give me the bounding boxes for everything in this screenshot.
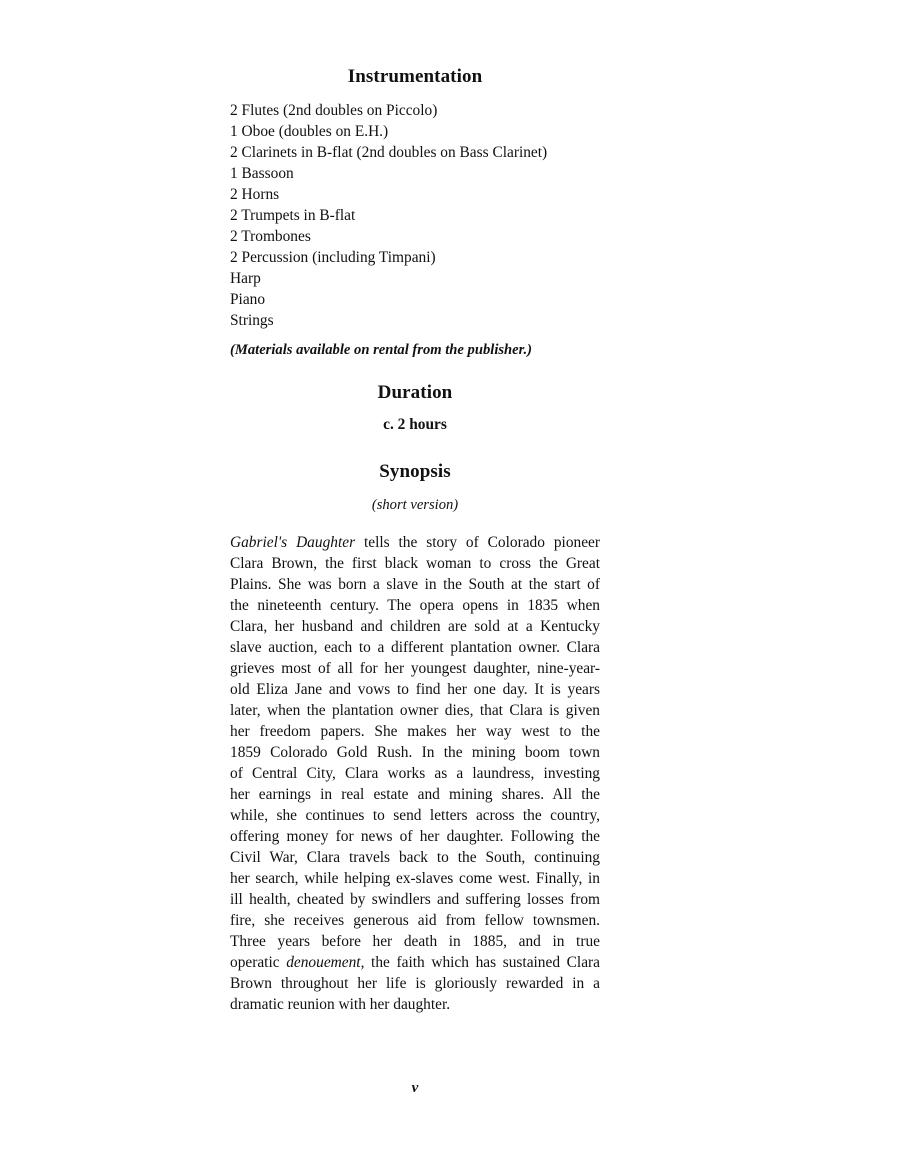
synopsis-line-rest: tells the story of Colorado pioneer xyxy=(355,534,600,551)
instrumentation-heading: Instrumentation xyxy=(347,66,483,87)
synopsis-line: Plains. She was born a slave in the South at the start of xyxy=(230,576,600,593)
synopsis-line xyxy=(230,532,600,553)
synopsis-line-rest: , the faith which has sustained Clara xyxy=(360,954,600,971)
instrument-item: 2 Trumpets in B-flat xyxy=(230,207,356,224)
instrument-item: 2 Flutes (2nd doubles on Piccolo) xyxy=(230,102,438,119)
synopsis-line: slave auction, each to a different plantation owner. Clara xyxy=(230,639,600,656)
synopsis-line: her freedom papers. She makes her way west to the xyxy=(230,723,600,740)
instrument-item: Piano xyxy=(230,291,266,308)
synopsis-line: Brown throughout her life is gloriously rewarded in a xyxy=(230,975,600,992)
synopsis-heading: Synopsis xyxy=(379,461,451,482)
instrumentation-list xyxy=(230,100,600,331)
synopsis-line: Civil War, Clara travels back to the South, continuing xyxy=(230,849,600,866)
synopsis-line: the nineteenth century. The opera opens in 1835 when xyxy=(230,597,600,614)
page-number: v xyxy=(411,1080,419,1096)
instrument-item: 2 Trombones xyxy=(230,228,311,245)
synopsis-line: her earnings in real estate and mining shares. All the xyxy=(230,786,600,803)
instrument-item: Harp xyxy=(230,270,261,287)
synopsis-line: later, when the plantation owner dies, that Clara is given xyxy=(230,702,600,719)
duration-heading: Duration xyxy=(377,382,453,403)
synopsis-subtitle: (short version) xyxy=(371,497,459,513)
synopsis-line: old Eliza Jane and vows to find her one day. It is years xyxy=(230,681,600,698)
instrument-item: 1 Oboe (doubles on E.H.) xyxy=(230,123,389,140)
synopsis-line: dramatic reunion with her daughter. xyxy=(230,996,451,1013)
synopsis-line: of Central City, Clara works as a laundress, investing xyxy=(230,765,600,782)
instrument-item: Strings xyxy=(230,312,274,329)
denouement-term: denouement xyxy=(286,954,361,971)
instrument-item: 2 Clarinets in B-flat (2nd doubles on Bass Clarinet) xyxy=(230,144,548,161)
synopsis-line xyxy=(230,952,600,973)
instrument-item: 2 Percussion (including Timpani) xyxy=(230,249,436,266)
synopsis-line: ill health, cheated by swindlers and suffering losses from xyxy=(230,891,600,908)
synopsis-line: fire, she receives generous aid from fellow townsmen. xyxy=(230,912,600,929)
duration-value: c. 2 hours xyxy=(383,416,447,433)
synopsis-line: offering money for news of her daughter. Following the xyxy=(230,828,600,845)
synopsis-line: Clara, her husband and children are sold at a Kentucky xyxy=(230,618,600,635)
synopsis-line: grieves most of all for her youngest daughter, nine-year- xyxy=(230,660,600,677)
synopsis-text xyxy=(230,532,600,1015)
opera-title: Gabriel's Daughter xyxy=(230,534,356,551)
instrument-item: 1 Bassoon xyxy=(230,165,294,182)
instrument-item: 2 Horns xyxy=(230,186,280,203)
synopsis-line: her search, while helping ex-slaves come west. Finally, in xyxy=(230,870,600,887)
synopsis-line: 1859 Colorado Gold Rush. In the mining boom town xyxy=(230,744,600,761)
synopsis-line: while, she continues to send letters across the country, xyxy=(230,807,600,824)
synopsis-line-start: operatic xyxy=(230,954,287,971)
synopsis-line: Clara Brown, the first black woman to cross the Great xyxy=(230,555,600,572)
synopsis-line: Three years before her death in 1885, and in true xyxy=(230,933,600,950)
rental-note: (Materials available on rental from the publisher.) xyxy=(230,342,533,358)
